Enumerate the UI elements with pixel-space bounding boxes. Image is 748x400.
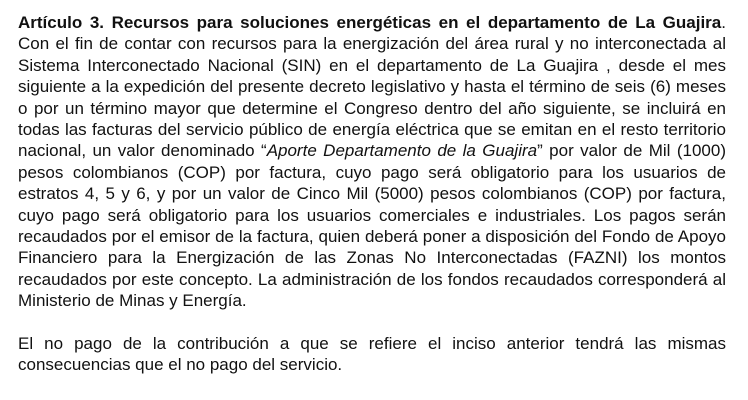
article-body-part2: ” por valor de Mil (1000) pesos colombianos (COP) por factura, cuyo pago será obligatorio para los usuarios de estratos 4, 5 y 6, y por un valor de Cinco Mil (5000) pesos colombianos (COP) por factura, cuyo pago será obligatorio para los usuarios comerciales e industriales. Los pagos serán recaudados por el emisor de la factura, quien deberá poner a disposición del Fondo de Apoyo Financiero para la Energización de las Zonas No Interconectadas (FAZNI) los montos recaudados por este concepto. La administración de los fondos recaudados corresponderá al Ministerio de Minas y Energía. — [18, 141, 726, 311]
article-3-paragraph — [18, 12, 726, 312]
second-paragraph: El no pago de la contribución a que se refiere el inciso anterior tendrá las mismas consecuencias que el no pago del servicio. — [18, 333, 726, 375]
article-heading: Artículo 3. Recursos para soluciones energéticas en el departamento de La Guajira — [18, 13, 722, 32]
article-body-part1: . Con el fin de contar con recursos para la energización del área rural y no interconectada al Sistema Interconectado Nacional (SIN) en el departamento de La Guajira , desde el mes siguiente a la expedición del presente decreto legislativo y hasta el término de seis (6) meses o por un término mayor que determine el Congreso dentro del año siguiente, se incluirá en todas las facturas del servicio público de energía eléctrica que se emitan en el resto territorio nacional, un valor denominado “ — [18, 13, 726, 161]
article-quoted-term: Aporte Departamento de la Guajira — [266, 141, 538, 161]
